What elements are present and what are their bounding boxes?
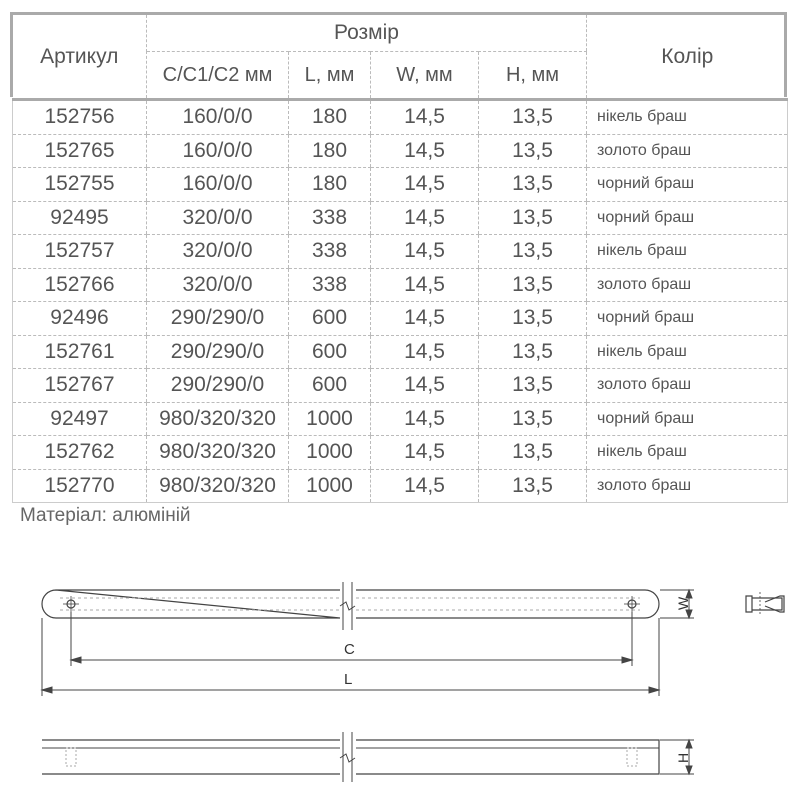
header-color: Колір: [587, 15, 788, 100]
cell-w: 14,5: [371, 436, 479, 470]
cell-color: чорний браш: [587, 168, 788, 202]
cell-color: чорний браш: [587, 201, 788, 235]
cell-w: 14,5: [371, 268, 479, 302]
cell-l: 180: [289, 168, 371, 202]
label-l: L: [344, 671, 353, 688]
cell-h: 13,5: [479, 302, 587, 336]
table-row: [13, 134, 788, 168]
label-c: C: [344, 641, 355, 658]
cell-color: нікель браш: [587, 335, 788, 369]
cell-color: нікель браш: [587, 436, 788, 470]
table-row: [13, 369, 788, 403]
technical-drawing: [0, 560, 800, 800]
cell-article: 152756: [13, 100, 147, 135]
cell-l: 1000: [289, 402, 371, 436]
cell-w: 14,5: [371, 335, 479, 369]
cell-h: 13,5: [479, 268, 587, 302]
spec-table-container: [12, 15, 787, 503]
cell-l: 338: [289, 201, 371, 235]
cell-l: 1000: [289, 469, 371, 503]
cell-cc: 980/320/320: [147, 402, 289, 436]
spec-table: [12, 15, 788, 503]
cell-w: 14,5: [371, 134, 479, 168]
cell-w: 14,5: [371, 201, 479, 235]
table-row: [13, 436, 788, 470]
table-row: [13, 235, 788, 269]
header-w: W, мм: [371, 52, 479, 100]
cell-l: 600: [289, 302, 371, 336]
cell-color: чорний браш: [587, 402, 788, 436]
cell-l: 180: [289, 134, 371, 168]
cell-l: 1000: [289, 436, 371, 470]
cell-w: 14,5: [371, 369, 479, 403]
cell-color: золото браш: [587, 369, 788, 403]
material-note: Матеріал: алюміній: [20, 505, 191, 526]
cell-article: 152755: [13, 168, 147, 202]
cell-w: 14,5: [371, 100, 479, 135]
cell-cc: 290/290/0: [147, 369, 289, 403]
cell-cc: 290/290/0: [147, 302, 289, 336]
table-row: [13, 469, 788, 503]
cell-article: 92495: [13, 201, 147, 235]
table-row: [13, 268, 788, 302]
cell-cc: 980/320/320: [147, 469, 289, 503]
table-row: [13, 168, 788, 202]
cell-cc: 160/0/0: [147, 134, 289, 168]
cell-cc: 320/0/0: [147, 235, 289, 269]
cell-w: 14,5: [371, 402, 479, 436]
cell-article: 152766: [13, 268, 147, 302]
table-body: [13, 100, 788, 503]
cell-cc: 160/0/0: [147, 100, 289, 135]
cell-l: 600: [289, 369, 371, 403]
header-h: H, мм: [479, 52, 587, 100]
cell-color: нікель браш: [587, 100, 788, 135]
handle-top-view: [42, 582, 659, 630]
table-row: [13, 100, 788, 135]
cell-article: 152762: [13, 436, 147, 470]
cell-l: 338: [289, 235, 371, 269]
cell-article: 92496: [13, 302, 147, 336]
cell-cc: 160/0/0: [147, 168, 289, 202]
header-size: Розмір: [147, 15, 587, 52]
cell-article: 92497: [13, 402, 147, 436]
cell-article: 152770: [13, 469, 147, 503]
cell-h: 13,5: [479, 201, 587, 235]
cell-w: 14,5: [371, 168, 479, 202]
header-article: Артикул: [13, 15, 147, 100]
cell-color: золото браш: [587, 469, 788, 503]
cell-h: 13,5: [479, 235, 587, 269]
header-l: L, мм: [289, 52, 371, 100]
label-w: W: [675, 596, 691, 610]
cell-cc: 320/0/0: [147, 268, 289, 302]
cell-h: 13,5: [479, 402, 587, 436]
cell-article: 152767: [13, 369, 147, 403]
cell-color: золото браш: [587, 268, 788, 302]
cell-color: золото браш: [587, 134, 788, 168]
cell-article: 152765: [13, 134, 147, 168]
table-row: [13, 402, 788, 436]
cell-color: нікель браш: [587, 235, 788, 269]
cell-cc: 290/290/0: [147, 335, 289, 369]
cell-w: 14,5: [371, 235, 479, 269]
label-h: H: [675, 752, 691, 763]
cell-h: 13,5: [479, 436, 587, 470]
cell-w: 14,5: [371, 469, 479, 503]
cell-h: 13,5: [479, 335, 587, 369]
cell-h: 13,5: [479, 168, 587, 202]
cell-article: 152761: [13, 335, 147, 369]
handle-front-view: [42, 732, 659, 782]
cell-cc: 980/320/320: [147, 436, 289, 470]
cell-h: 13,5: [479, 134, 587, 168]
cell-l: 338: [289, 268, 371, 302]
cell-l: 180: [289, 100, 371, 135]
cell-color: чорний браш: [587, 302, 788, 336]
handle-side-profile: [746, 592, 784, 616]
cell-w: 14,5: [371, 302, 479, 336]
cell-cc: 320/0/0: [147, 201, 289, 235]
table-row: [13, 302, 788, 336]
cell-article: 152757: [13, 235, 147, 269]
header-cc: C/C1/C2 мм: [147, 52, 289, 100]
table-row: [13, 335, 788, 369]
cell-h: 13,5: [479, 100, 587, 135]
cell-h: 13,5: [479, 369, 587, 403]
cell-l: 600: [289, 335, 371, 369]
table-row: [13, 201, 788, 235]
cell-h: 13,5: [479, 469, 587, 503]
